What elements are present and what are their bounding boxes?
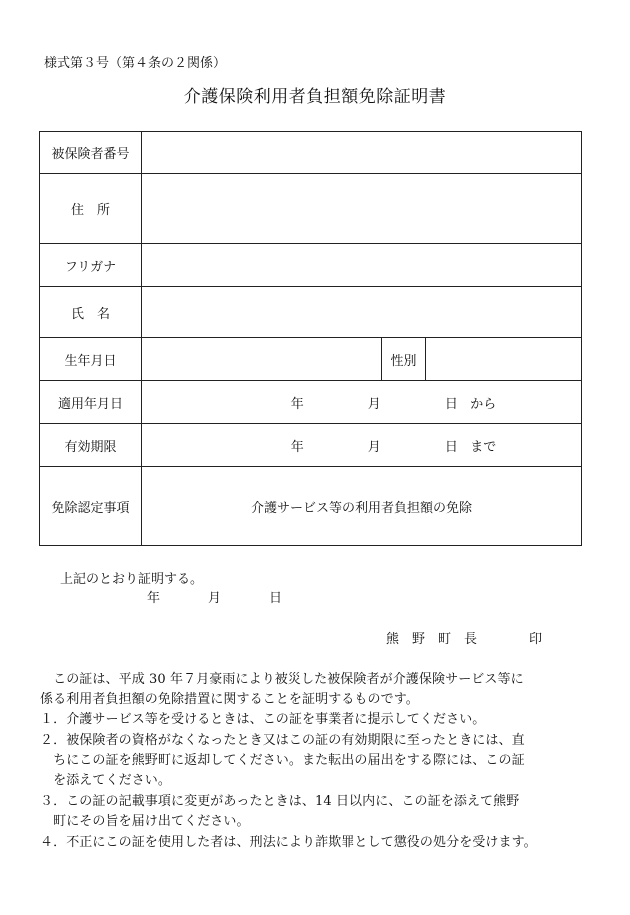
issue-month-unit: 月 — [208, 591, 222, 606]
issue-year-unit: 年 — [147, 591, 161, 606]
applicable-date-label: 適用年月日 — [40, 381, 142, 424]
seal-mark: 印 — [529, 632, 543, 647]
exemption-value: 介護サービス等の利用者負担額の免除 — [142, 467, 582, 546]
row-expiry — [40, 424, 582, 467]
certificate-table — [39, 131, 582, 546]
note-item-2-line-1: ２．被保険者の資格がなくなったとき又はこの証の有効期限に至ったときには、直 — [40, 733, 525, 748]
row-birthdate — [40, 338, 582, 381]
issue-day-unit: 日 — [269, 591, 283, 606]
applicable-month-unit: 月 — [367, 396, 381, 412]
expiry-month-unit: 月 — [367, 439, 381, 455]
birthdate-label: 生年月日 — [40, 338, 142, 381]
note-item-1: １．介護サービス等を受けるときは、この証を事業者に提示してください。 — [40, 712, 486, 727]
insured-number-field[interactable] — [142, 132, 582, 174]
row-applicable-date — [40, 381, 582, 424]
row-name — [40, 287, 582, 338]
note-item-3-line-1: ３．この証の記載事項に変更があったときは、14 日以内に、この証を添えて熊野 — [40, 794, 520, 809]
notes-intro-line-2: 係る利用者負担額の免除措置に関することを証明するものです。 — [40, 692, 419, 707]
furigana-label: フリガナ — [40, 244, 142, 287]
insured-number-label: 被保険者番号 — [40, 132, 142, 174]
form-number: 様式第３号（第４条の２関係） — [44, 56, 227, 71]
expiry-date-field[interactable] — [142, 424, 582, 467]
sex-field[interactable] — [426, 338, 582, 381]
expiry-day-unit: 日 — [444, 439, 458, 455]
certification-statement: 上記のとおり証明する。 — [60, 572, 204, 587]
note-item-4: ４．不正にこの証を使用した者は、刑法により詐欺罪として懲役の処分を受けます。 — [40, 835, 537, 850]
note-item-3-line-2: 町にその旨を届け出てください。 — [40, 814, 250, 829]
expiry-label: 有効期限 — [40, 424, 142, 467]
applicable-year-unit: 年 — [290, 396, 304, 412]
row-insured-number — [40, 132, 582, 174]
applicable-date-field[interactable] — [142, 381, 582, 424]
row-exemption — [40, 467, 582, 546]
name-label: 氏 名 — [40, 287, 142, 338]
expiry-until-text: まで — [470, 439, 497, 455]
address-label: 住 所 — [40, 174, 142, 244]
exemption-label: 免除認定事項 — [40, 467, 142, 546]
signature-line — [386, 628, 542, 647]
applicable-from-text: から — [470, 396, 497, 412]
applicable-day-unit: 日 — [444, 396, 458, 412]
row-address — [40, 174, 582, 244]
expiry-year-unit: 年 — [290, 439, 304, 455]
notes-intro-line-1: この証は、平成 30 年７月豪雨により被災した被保険者が介護保険サービス等に — [40, 672, 524, 687]
sex-label: 性別 — [382, 338, 426, 381]
signer-title: 熊 野 町 長 — [386, 632, 478, 647]
row-furigana — [40, 244, 582, 287]
note-item-2-line-3: を添えてください。 — [40, 773, 172, 788]
issue-date — [147, 587, 282, 606]
document-title: 介護保険利用者負担額免除証明書 — [183, 87, 447, 107]
name-field[interactable] — [142, 287, 582, 338]
address-field[interactable] — [142, 174, 582, 244]
note-item-2-line-2: ちにこの証を熊野町に返却してください。また転出の届出をする際には、この証 — [40, 753, 525, 768]
furigana-field[interactable] — [142, 244, 582, 287]
birthdate-field[interactable] — [142, 338, 382, 381]
